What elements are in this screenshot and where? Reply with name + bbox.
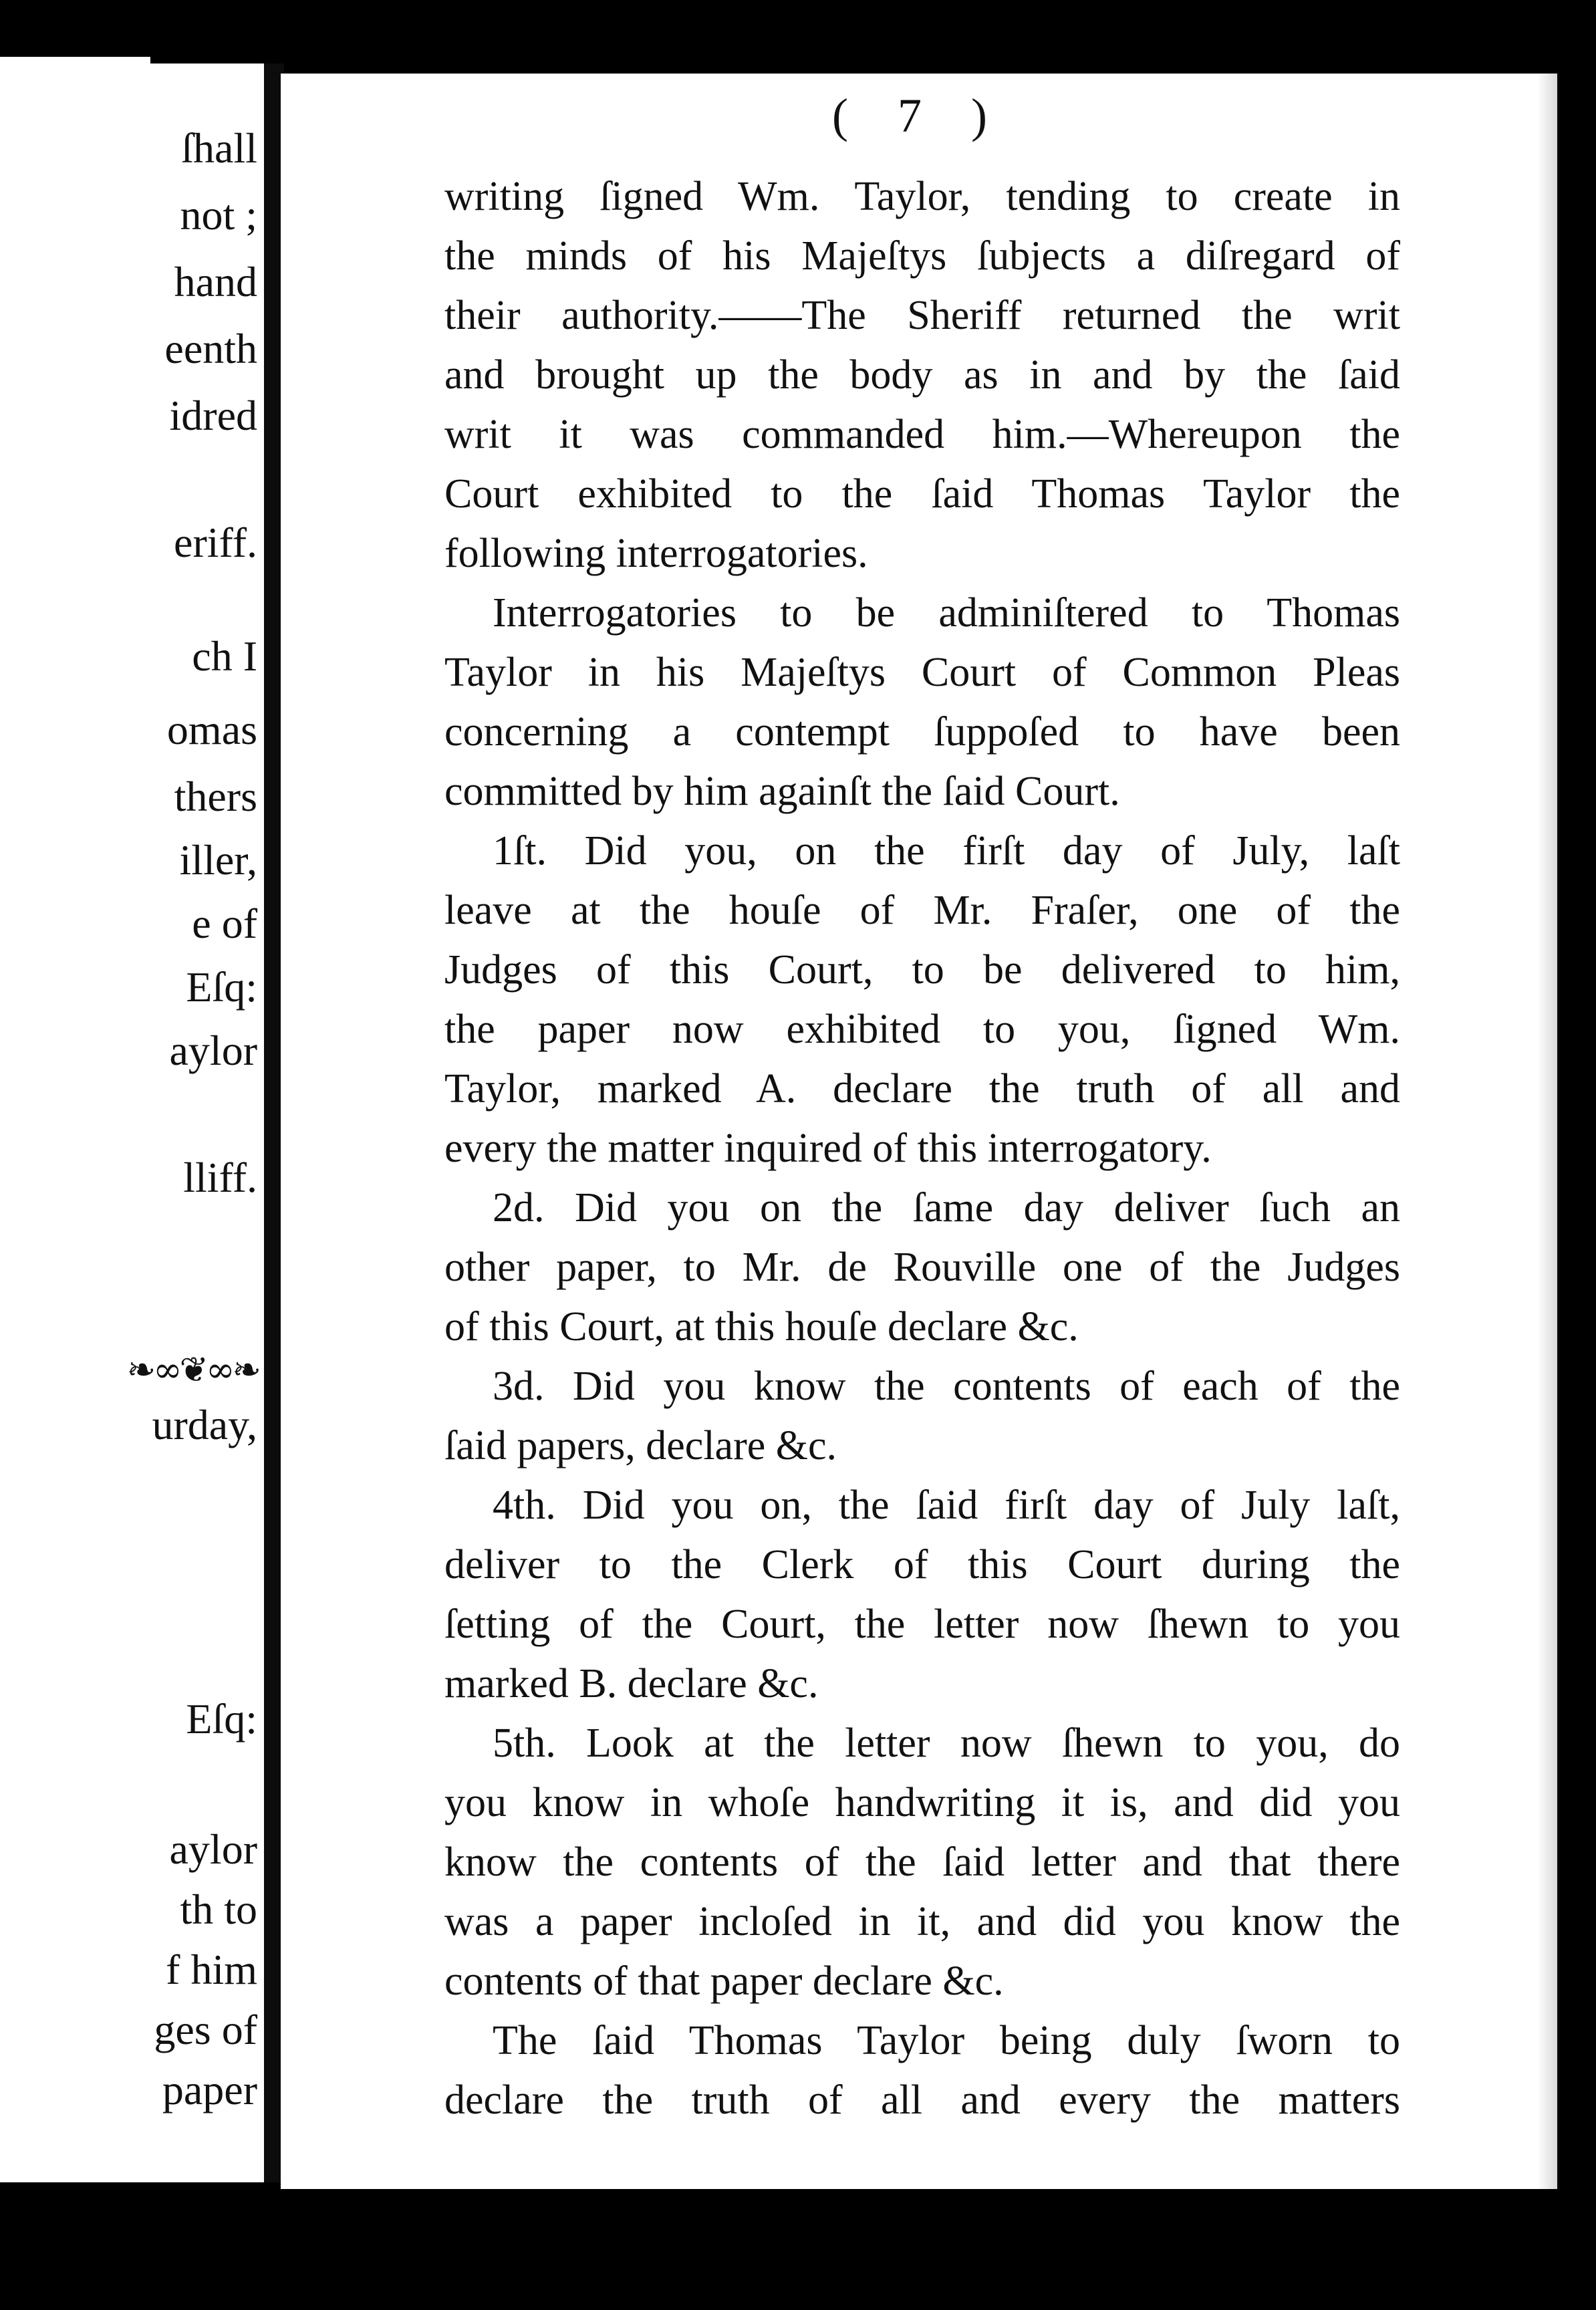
text-line: following interrogatories. <box>444 531 868 576</box>
text-line: and brought up the body as in and by the ſaid <box>444 352 1400 398</box>
text-line: deliver to the Clerk of this Court during the <box>444 1542 1400 1587</box>
text-line: the minds of his Majeſtys ſubjects a diſregard of <box>444 233 1400 279</box>
text-line: 2d. Did you on the ſame day deliver ſuch an <box>493 1185 1400 1231</box>
left-page-line-fragment: not ; <box>180 191 257 239</box>
left-page-line-fragment: iller, <box>179 836 257 884</box>
text-line: declare the truth of all and every the matters <box>444 2077 1400 2123</box>
ornament-divider: ❧∞❦∞❧ <box>126 1350 259 1390</box>
main-page <box>281 74 1557 2189</box>
left-page-line-fragment: hand <box>174 258 257 305</box>
page-body-text <box>444 167 1400 2130</box>
text-line: Taylor in his Majeſtys Court of Common Pleas <box>444 650 1400 695</box>
text-line: their authority.——The Sheriff returned the writ <box>444 293 1400 338</box>
left-page-line-fragment: ges of <box>154 2006 257 2053</box>
page-number: ( 7 ) <box>832 89 1006 142</box>
page-edge-shadow <box>1537 74 1557 2189</box>
left-page-line-fragment: paper <box>162 2066 257 2113</box>
text-line: Court exhibited to the ſaid Thomas Taylor the <box>444 471 1400 517</box>
left-page-line-fragment: e of <box>192 900 257 947</box>
left-page-line-fragment: f him <box>166 1946 257 1993</box>
left-page <box>0 63 264 2182</box>
text-line: 4th. Did you on, the ſaid firſt day of July laſt, <box>493 1483 1400 1528</box>
left-page-line-fragment: ch I <box>192 632 257 680</box>
left-page-line-fragment: eriff. <box>174 519 257 566</box>
text-line: 5th. Look at the letter now ſhewn to you, do <box>493 1720 1400 1766</box>
text-line: concerning a contempt ſuppoſed to have been <box>444 709 1400 755</box>
left-page-line-fragment: Eſq: <box>186 1695 257 1743</box>
text-line: committed by him againſt the ſaid Court. <box>444 769 1120 814</box>
left-page-line-fragment: idred <box>169 392 257 439</box>
text-line: 1ſt. Did you, on the firſt day of July, laſt <box>493 828 1400 874</box>
text-line: Judges of this Court, to be delivered to him, <box>444 947 1400 993</box>
text-line: of this Court, at this houſe declare &c. <box>444 1304 1079 1350</box>
left-page-line-fragment: aylor <box>169 1825 257 1873</box>
left-page-line-fragment: eenth <box>164 325 257 372</box>
text-line: the paper now exhibited to you, ſigned Wm. <box>444 1007 1400 1052</box>
text-line: Taylor, marked A. declare the truth of all and <box>444 1066 1400 1112</box>
text-line: The ſaid Thomas Taylor being duly ſworn to <box>493 2018 1400 2063</box>
text-line: other paper, to Mr. de Rouville one of the Judges <box>444 1245 1400 1290</box>
text-line: marked B. declare &c. <box>444 1661 819 1706</box>
left-page-line-fragment: ſhall <box>181 124 257 172</box>
text-line: writ it was commanded him.—Whereupon the <box>444 412 1400 457</box>
text-line: you know in whoſe handwriting it is, and did you <box>444 1780 1400 1825</box>
text-line: leave at the houſe of Mr. Fraſer, one of the <box>444 888 1400 933</box>
text-line: 3d. Did you know the contents of each of the <box>493 1364 1400 1409</box>
left-page-line-fragment: th to <box>180 1886 257 1933</box>
left-page-line-fragment: aylor <box>169 1027 257 1074</box>
left-page-line-fragment: thers <box>174 773 257 820</box>
text-line: contents of that paper declare &c. <box>444 1958 1004 2004</box>
text-line: know the contents of the ſaid letter and that there <box>444 1839 1400 1885</box>
text-line: Interrogatories to be adminiſtered to Thomas <box>493 590 1400 636</box>
text-line: ſetting of the Court, the letter now ſhewn to you <box>444 1601 1400 1647</box>
text-line: writing ſigned Wm. Taylor, tending to create in <box>444 174 1400 219</box>
left-page-line-fragment: urday, <box>152 1401 257 1448</box>
left-page-line-fragment: lliff. <box>183 1154 257 1201</box>
text-line: was a paper incloſed in it, and did you know the <box>444 1899 1400 1944</box>
text-line: ſaid papers, declare &c. <box>444 1423 837 1468</box>
left-page-line-fragment: Eſq: <box>186 963 257 1011</box>
text-line: every the matter inquired of this interrogatory. <box>444 1126 1212 1171</box>
left-page-line-fragment: omas <box>166 706 257 753</box>
